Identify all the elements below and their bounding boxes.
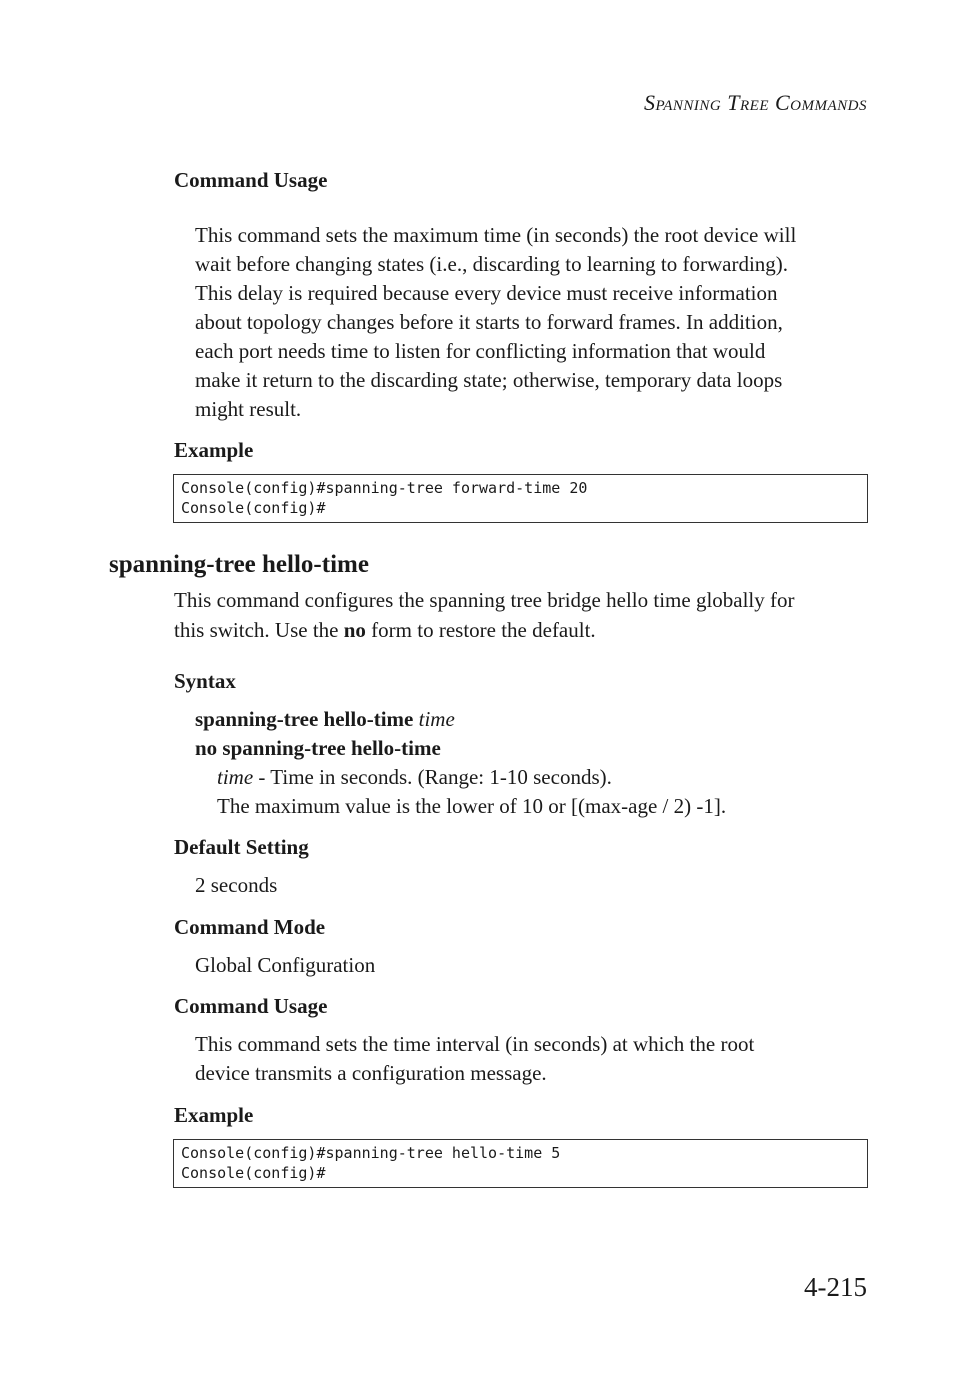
text-line: each port needs time to listen for conflicting information that would [195, 339, 766, 363]
text-line: this switch. Use the no form to restore the default. [174, 618, 596, 642]
code-example-2 [173, 1139, 868, 1188]
text-line: This command sets the time interval (in seconds) at which the root [195, 1032, 755, 1056]
text-line: This command sets the maximum time (in seconds) the root device will [195, 223, 797, 247]
text-line: about topology changes before it starts to forward frames. In addition, [195, 310, 783, 334]
page-number: 4-215 [804, 1272, 867, 1302]
command-usage-text [195, 221, 875, 424]
default-setting-heading: Default Setting [174, 835, 309, 859]
command-description [174, 585, 874, 645]
command-mode-heading: Command Mode [174, 915, 326, 939]
text-line: device transmits a configuration message. [195, 1061, 547, 1085]
text-line: make it return to the discarding state; otherwise, temporary data loops [195, 368, 783, 392]
example-heading: Example [174, 438, 254, 462]
code-line: Console(config)# [181, 1163, 326, 1182]
syntax-no-command: no spanning-tree hello-time [195, 736, 441, 760]
text-line: This delay is required because every device must receive information [195, 281, 778, 305]
command-mode-value: Global Configuration [195, 953, 376, 977]
text-line: wait before changing states (i.e., discarding to learning to forwarding). [195, 252, 789, 276]
default-setting-value: 2 seconds [195, 873, 278, 897]
code-line: Console(config)#spanning-tree hello-time 5 [181, 1144, 561, 1162]
command-usage-text-2 [195, 1030, 875, 1088]
param-name: time [217, 765, 254, 789]
param-description: time - Time in seconds. (Range: 1-10 seconds). [217, 765, 612, 789]
param-note: The maximum value is the lower of 10 or [(max-age / 2) -1]. [217, 794, 727, 818]
keyword-no: no [343, 618, 366, 642]
text-line: might result. [195, 397, 302, 421]
running-header: Spanning Tree Commands [644, 90, 867, 115]
code-example [173, 474, 868, 523]
command-title: spanning-tree hello-time [109, 551, 369, 578]
code-line: Console(config)# [181, 498, 326, 517]
example-heading-2: Example [174, 1103, 254, 1127]
command-usage-heading: Command Usage [174, 168, 328, 192]
code-line: Console(config)#spanning-tree forward-time 20 [181, 479, 588, 497]
command-usage-heading-2: Command Usage [174, 994, 328, 1018]
text-line: This command configures the spanning tree bridge hello time globally for [174, 588, 795, 612]
syntax-param: time [418, 707, 455, 731]
syntax-heading: Syntax [174, 669, 236, 693]
syntax-command: spanning-tree hello-time time [195, 707, 455, 731]
